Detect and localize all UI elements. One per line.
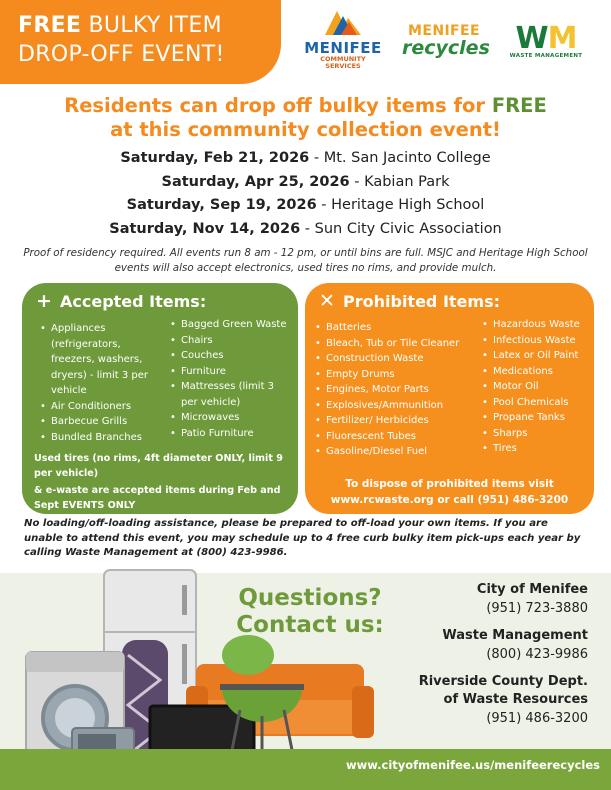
list-item: • Propane Tanks: [482, 410, 592, 426]
event-date: Saturday, Sep 19, 2026: [126, 197, 317, 213]
used-tires-note: [34, 451, 296, 513]
event-location: - Mt. San Jacinto College: [309, 150, 491, 166]
recycles-logo-bottom: recycles: [402, 37, 490, 59]
prohibited-list-col1: [315, 320, 481, 460]
menifee-recycles-logo: [402, 23, 490, 59]
list-item: • Latex or Oil Paint: [482, 348, 592, 364]
list-item: • Appliances (refrigerators, freezers, washers, dryers) - limit 3 per vehicle: [40, 321, 152, 399]
list-item: • Infectious Waste: [482, 333, 592, 349]
list-item: • Construction Waste: [315, 351, 481, 367]
event-location: - Kabian Park: [349, 173, 450, 190]
contact-phone[interactable]: (951) 723-3880: [486, 601, 588, 616]
wm-logo-m: M: [547, 21, 577, 56]
list-item: • Motor Oil: [482, 379, 592, 395]
wm-logo-sub: WASTE MANAGEMENT: [509, 53, 583, 59]
event-row: [0, 171, 611, 195]
list-item: • Sharps: [482, 426, 592, 442]
list-item: • Gasoline/Diesel Fuel: [315, 444, 481, 460]
questions-heading: [230, 585, 390, 639]
menifee-logo-name: MENIFEE: [304, 39, 382, 57]
event-title: [0, 0, 281, 84]
event-location: - Sun City Civic Association: [300, 220, 502, 237]
used-tires-text: Used tires (no rims, 4ft diameter ONLY, limit 9 per vehicle): [34, 453, 283, 479]
accepted-list-col2: [170, 317, 288, 441]
contact-name: Waste Management: [442, 628, 588, 643]
list-item: • Air Conditioners: [40, 399, 152, 415]
list-item: • Medications: [482, 364, 592, 380]
prohibited-list-col2: [482, 317, 592, 457]
prohibited-heading: [319, 290, 500, 312]
event-row: [0, 194, 611, 218]
list-item: • Engines, Motor Parts: [315, 382, 481, 398]
event-date: Saturday, Nov 14, 2026: [109, 220, 301, 237]
list-item: • Fertilizer/ Herbicides: [315, 413, 481, 429]
prohibited-items-panel: [305, 283, 594, 514]
dispose-line2[interactable]: www.rcwaste.org or call (951) 486-3200: [330, 494, 569, 506]
dispose-line1: To dispose of prohibited items visit: [345, 478, 554, 490]
list-item: • Batteries: [315, 320, 481, 336]
website-link[interactable]: www.cityofmenifee.us/menifeerecycles: [346, 758, 600, 772]
menifee-logo-sub2: SERVICES: [325, 62, 361, 70]
title-line2: DROP-OFF EVENT!: [18, 42, 225, 67]
list-item: • Mattresses (limit 3 per vehicle): [170, 379, 288, 410]
ewaste-text: & e-waste are accepted items during Feb and Sept EVENTS ONLY: [34, 485, 281, 511]
headline-line1: Residents can drop off bulky items for: [64, 94, 492, 117]
accepted-items-panel: [22, 283, 298, 514]
prohibited-heading-text: Prohibited Items:: [343, 292, 500, 311]
x-icon: ✕: [319, 290, 335, 312]
event-row: [0, 147, 611, 171]
list-item: • Furniture: [170, 364, 288, 380]
event-row: [0, 218, 611, 242]
title-free: FREE: [18, 13, 82, 38]
menifee-logo-sub1: COMMUNITY: [320, 55, 366, 63]
list-item: • Couches: [170, 348, 288, 364]
list-item: • Fluorescent Tubes: [315, 429, 481, 445]
contact-name: Riverside County Dept. of Waste Resources: [418, 674, 588, 707]
questions-line2: Contact us:: [236, 612, 384, 638]
list-item: • Bundled Branches: [40, 430, 152, 446]
accepted-heading-text: Accepted Items:: [60, 292, 207, 311]
list-item: • Tires: [482, 441, 592, 457]
list-item: • Barbecue Grills: [40, 414, 152, 430]
headline-line2: at this community collection event!: [110, 118, 501, 141]
wm-logo-w: W: [515, 21, 548, 56]
residency-note: Proof of residency required. All events run 8 am - 12 pm, or until bins are full. MSJC and Heritage High School events will also accept electronics, used tires no rims, and provide mulch.: [23, 247, 588, 274]
dispose-note: [315, 476, 584, 508]
headline: [0, 94, 611, 142]
plus-icon: +: [36, 290, 52, 312]
questions-line1: Questions?: [238, 585, 382, 611]
headline-free: FREE: [491, 94, 547, 117]
event-location: - Heritage High School: [316, 197, 485, 213]
accepted-list-col1: [40, 321, 152, 445]
contact-phone[interactable]: (800) 423-9986: [486, 647, 588, 662]
accepted-heading: [36, 290, 206, 312]
event-date: Saturday, Feb 21, 2026: [120, 150, 310, 166]
list-item: • Bleach, Tub or Tile Cleaner: [315, 336, 481, 352]
contact-list: [402, 581, 588, 737]
event-date: Saturday, Apr 25, 2026: [161, 173, 350, 190]
contact-phone[interactable]: (951) 486-3200: [486, 711, 588, 726]
list-item: • Pool Chemicals: [482, 395, 592, 411]
list-item: • Microwaves: [170, 410, 288, 426]
menifee-mountain-icon: [323, 8, 363, 36]
list-item: • Chairs: [170, 333, 288, 349]
title-line1: BULKY ITEM: [81, 13, 222, 38]
list-item: • Hazardous Waste: [482, 317, 592, 333]
list-item: • Empty Drums: [315, 367, 481, 383]
list-item: • Patio Furniture: [170, 426, 288, 442]
list-item: • Explosives/Ammunition: [315, 398, 481, 414]
recycles-logo-top: MENIFEE: [408, 23, 480, 39]
contact-name: City of Menifee: [476, 582, 588, 597]
header: [0, 0, 611, 88]
waste-management-logo: [500, 21, 592, 60]
menifee-community-services-logo: [302, 8, 384, 70]
list-item: • Bagged Green Waste: [170, 317, 288, 333]
event-dates: [0, 147, 611, 241]
assistance-note: No loading/off-loading assistance, please be prepared to off-load your own items. If you are unable to attend this event, you may schedule up to 4 free curb bulky item pick-ups each year by calling Waste Management at (800) 423-9986.: [24, 518, 581, 558]
